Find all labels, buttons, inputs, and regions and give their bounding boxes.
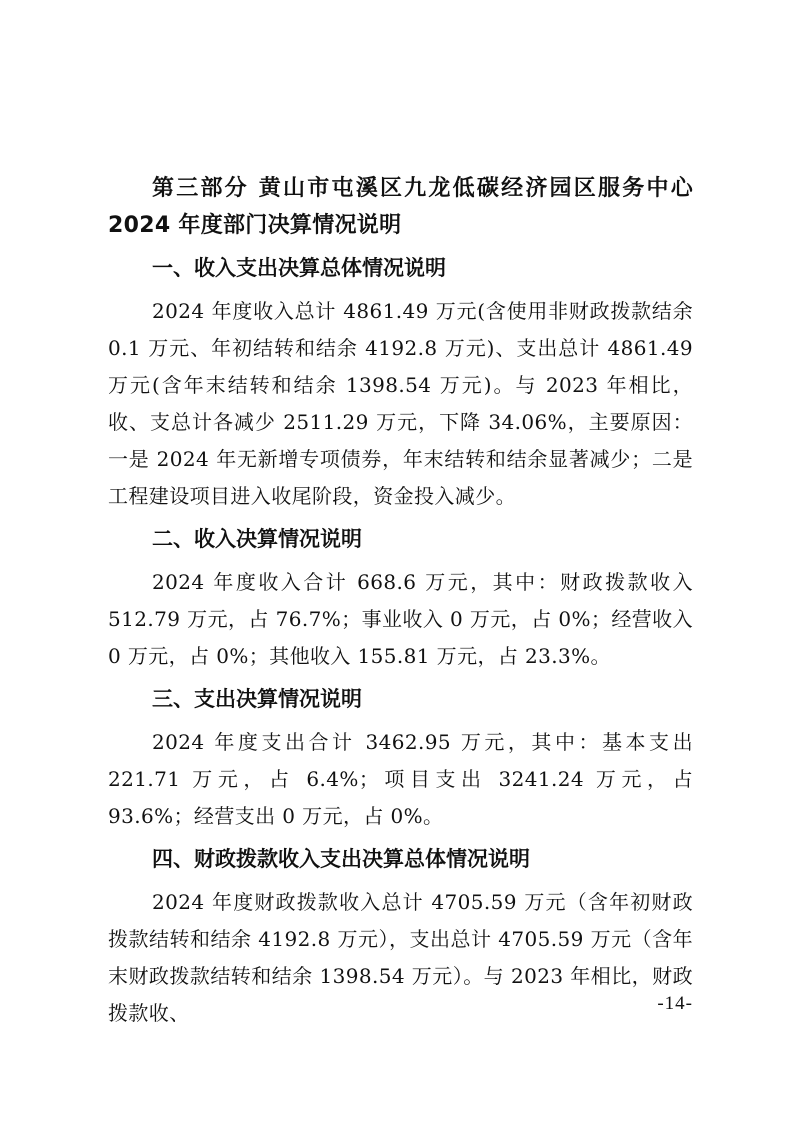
section-heading: 一、收入支出决算总体情况说明 <box>152 256 446 280</box>
section-income <box>108 521 693 675</box>
section-heading: 二、收入决算情况说明 <box>152 527 362 551</box>
section-expenditure <box>108 681 693 835</box>
section-fiscal-appropriation <box>108 841 693 1032</box>
document-body <box>108 170 693 1038</box>
section-heading: 四、财政拨款收入支出决算总体情况说明 <box>152 847 530 871</box>
section-heading: 三、支出决算情况说明 <box>152 687 362 711</box>
section-paragraph: 2024 年度收入总计 4861.49 万元(含使用非财政拨款结余 0.1 万元、年初结转和结余 4192.8 万元)、支出总计 4861.49 万元(含年末结转和结余 1398.54 万元)。与 2023 年相比，收、支总计各减少 2511.29 万元，下降 34.06%，主要原因：一是 2024 年无新增专项债券，年末结转和结余显著减少；二是工程建设项目进入收尾阶段，资金投入减少。 <box>108 299 693 508</box>
section-overall <box>108 250 693 515</box>
section-paragraph: 2024 年度支出合计 3462.95 万元，其中：基本支出 221.71 万元，占 6.4%；项目支出 3241.24 万元，占 93.6%；经营支出 0 万元，占 0%。 <box>108 730 693 828</box>
section-paragraph: 2024 年度收入合计 668.6 万元，其中：财政拨款收入 512.79 万元，占 76.7%；事业收入 0 万元，占 0%；经营收入 0 万元，占 0%；其他收入 155.81 万元，占 23.3%。 <box>108 570 693 668</box>
page-number: -14- <box>657 993 693 1014</box>
part-title: 第三部分 黄山市屯溪区九龙低碳经济园区服务中心 2024 年度部门决算情况说明 <box>108 176 693 238</box>
section-paragraph: 2024 年度财政拨款收入总计 4705.59 万元（含年初财政拨款结转和结余 4192.8 万元），支出总计 4705.59 万元（含年末财政拨款结转和结余 1398.54 万元）。与 2023 年相比，财政拨款收、 <box>108 890 693 1025</box>
